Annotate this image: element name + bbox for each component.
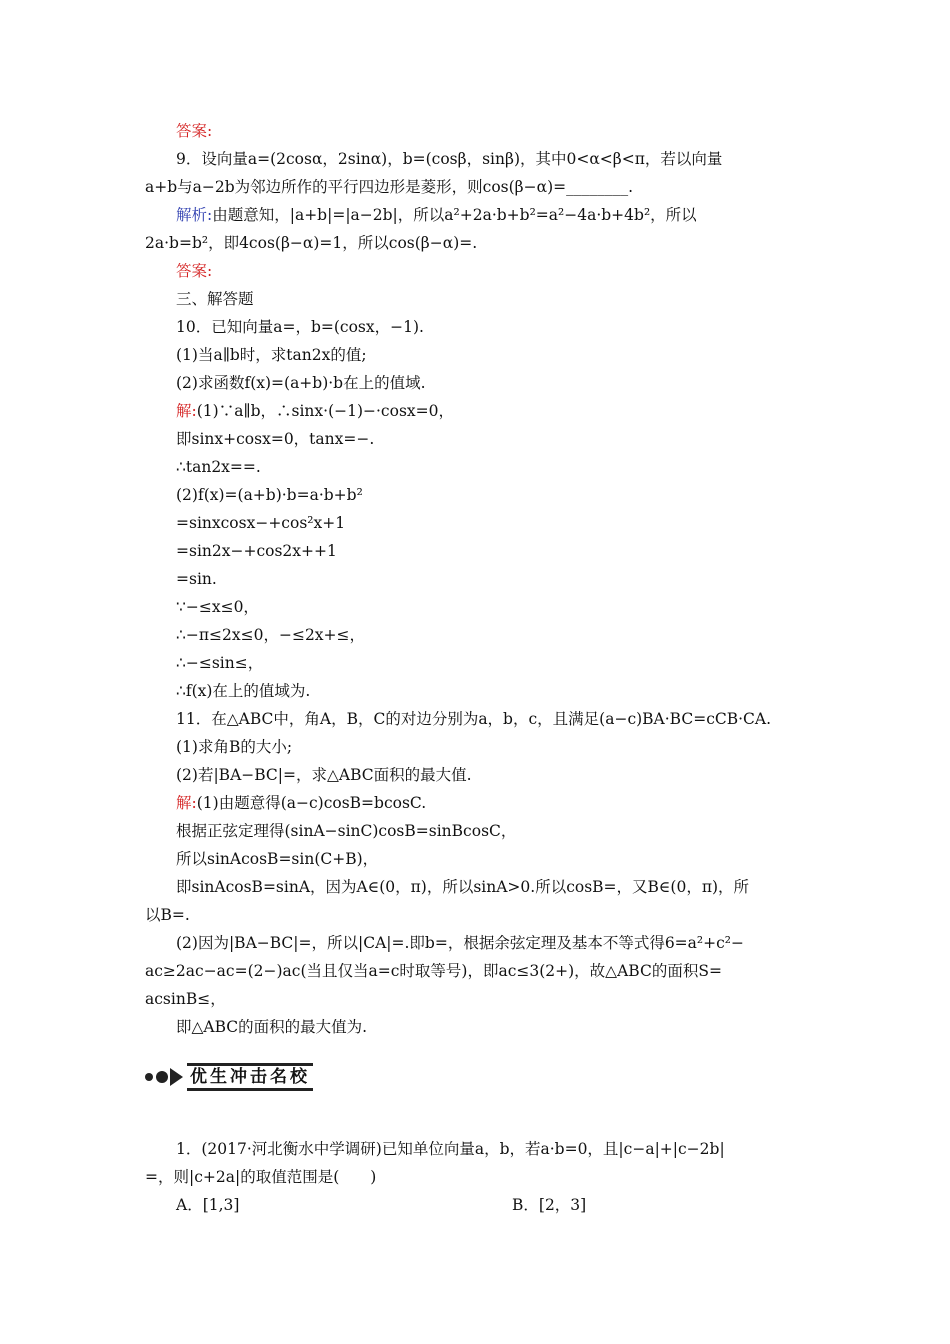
text-line <box>176 625 365 645</box>
text-line <box>176 597 259 617</box>
line-text: ∴f(x)在上的值域为. <box>176 682 311 700</box>
line-text: (2)若|BA−BC|=，求△ABC面积的最大值. <box>176 766 472 784</box>
text-line <box>176 121 212 141</box>
text-line <box>176 849 378 869</box>
text-line <box>176 1195 239 1215</box>
section-banner <box>145 1064 313 1090</box>
line-text: (2)f(x)=(a+b)·b=a·b+b² <box>176 486 363 504</box>
line-text: ∴tan2x==. <box>176 458 261 476</box>
text-line <box>176 737 292 757</box>
line-text: 所以sinAcosB=sin(C+B)， <box>176 850 379 868</box>
line-text: 即sinAcosB=sinA，因为A∈(0，π)，所以sinA>0.所以cosB=，又B∈(0，π)，所 <box>176 878 750 896</box>
text-line <box>176 653 263 673</box>
text-line <box>176 261 212 281</box>
text-line <box>176 793 426 813</box>
text-line <box>512 1195 586 1215</box>
text-line <box>145 233 477 253</box>
line-text: (1)∵a∥b，∴sinx·(−1)−·cosx=0， <box>196 402 454 420</box>
line-label: 解: <box>176 794 197 812</box>
arrow-right-icon <box>170 1068 183 1086</box>
line-text: 即sinx+cosx=0，tanx=−. <box>176 430 375 448</box>
line-text: =sinxcosx−+cos²x+1 <box>176 514 346 532</box>
line-label: 解析: <box>176 206 213 224</box>
section-banner-title: 优生冲击名校 <box>187 1063 313 1091</box>
line-text: 以B=. <box>145 906 190 924</box>
text-line <box>176 485 363 505</box>
text-line <box>176 681 310 701</box>
line-text: (1)当a∥b时，求tan2x的值; <box>176 346 367 364</box>
line-text: ∵−≤x≤0， <box>176 598 259 616</box>
line-text: 三、解答题 <box>176 290 254 308</box>
text-line <box>176 1017 367 1037</box>
line-text: 9．设向量a=(2cosα，2sinα)，b=(cosβ，sinβ)，其中0<α<β<π，若以向量 <box>176 150 723 168</box>
line-text: A．[1,3] <box>176 1196 240 1214</box>
text-line <box>176 765 472 785</box>
text-line <box>176 877 749 897</box>
text-line <box>176 289 254 309</box>
line-text: B．[2，3] <box>512 1196 587 1214</box>
text-line <box>145 905 190 925</box>
line-label: 答案: <box>176 122 213 140</box>
text-line <box>176 345 367 365</box>
line-text: 即△ABC的面积的最大值为. <box>176 1018 368 1036</box>
line-text: 2a·b=b²，即4cos(β−α)=1，所以cos(β−α)=. <box>145 234 478 252</box>
bullet-dot-icon <box>156 1071 168 1083</box>
line-text: (1)求角B的大小; <box>176 738 293 756</box>
text-line <box>176 317 424 337</box>
line-text: (2)因为|BA−BC|=，所以|CA|=.即b=，根据余弦定理及基本不等式得6=a²+c²− <box>176 934 744 952</box>
line-label: 解: <box>176 402 197 420</box>
text-line <box>176 429 374 449</box>
line-text: ac≥2ac−ac=(2−)ac(当且仅当a=c时取等号)，即ac≤3(2+)，故△ABC的面积S= <box>145 962 722 980</box>
line-text: acsinB≤， <box>145 990 226 1008</box>
text-line <box>176 569 217 589</box>
text-line <box>176 513 345 533</box>
text-line <box>176 709 771 729</box>
text-line <box>176 1139 725 1159</box>
text-line <box>145 961 722 981</box>
text-line <box>145 1167 376 1187</box>
line-text: a+b与a−2b为邻边所作的平行四边形是菱形，则cos(β−α)=________. <box>145 178 634 196</box>
line-text: ∴−π≤2x≤0，−≤2x+≤， <box>176 626 366 644</box>
line-text: =sin2x−+cos2x++1 <box>176 542 337 560</box>
text-line <box>176 401 454 421</box>
line-label: 答案: <box>176 262 213 280</box>
line-text: 根据正弦定理得(sinA−sinC)cosB=sinBcosC， <box>176 822 517 840</box>
line-text: 由题意知，|a+b|=|a−2b|，所以a²+2a·b+b²=a²−4a·b+4b²，所以 <box>212 206 697 224</box>
text-line <box>145 989 226 1009</box>
line-text: (2)求函数f(x)=(a+b)·b在上的值域. <box>176 374 426 392</box>
line-text: 10．已知向量a=，b=(cosx，−1). <box>176 318 424 336</box>
text-line <box>176 373 426 393</box>
line-text: =，则|c+2a|的取值范围是( ) <box>145 1168 377 1186</box>
text-line <box>176 821 516 841</box>
text-line <box>145 177 633 197</box>
line-text: =sin. <box>176 570 217 588</box>
text-line <box>176 149 722 169</box>
text-line <box>176 933 744 953</box>
bullet-dot-icon <box>145 1073 153 1081</box>
text-line <box>176 457 261 477</box>
text-line <box>176 541 337 561</box>
line-text: 1．(2017·河北衡水中学调研)已知单位向量a，b，若a·b=0，且|c−a|+|c−2b| <box>176 1140 725 1158</box>
text-line <box>176 205 697 225</box>
line-text: ∴−≤sin≤， <box>176 654 264 672</box>
line-text: (1)由题意得(a−c)cosB=bcosC. <box>196 794 427 812</box>
line-text: 11．在△ABC中，角A，B，C的对边分别为a，b，c，且满足(a−c)BA·BC=cCB·CA. <box>176 710 772 728</box>
